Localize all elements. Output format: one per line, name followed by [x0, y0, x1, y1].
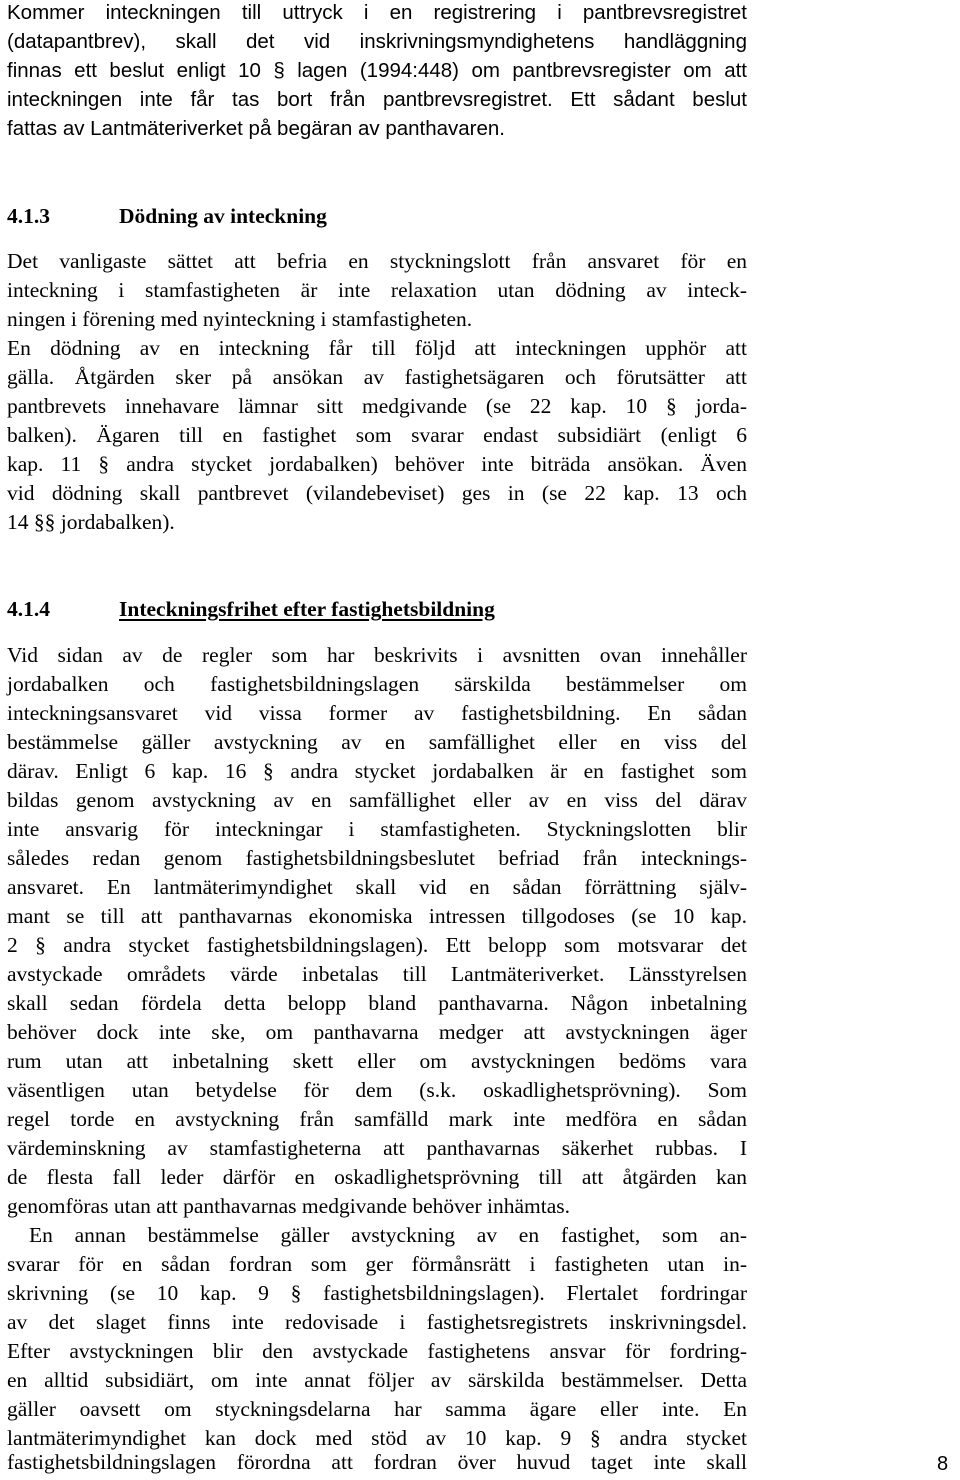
- body-line: kap. 11 § andra stycket jordabalken) behöver inte biträda ansökan. Även: [7, 452, 747, 476]
- body-line: ansvaret. En lantmäterimyndighet skall vid en sådan förrättning själv-: [7, 875, 747, 899]
- body-line: väsentligen utan betydelse för dem (s.k. oskadlighetsprövning). Som: [7, 1078, 747, 1102]
- body-line: En annan bestämmelse gäller avstyckning av en fastighet, som an-: [29, 1223, 747, 1247]
- body-line: jordabalken och fastighetsbildningslagen särskilda bestämmelser om: [7, 672, 747, 696]
- body-line: Det vanligaste sättet att befria en styckningslott från ansvaret för en: [7, 249, 747, 273]
- body-line: värdeminskning av stamfastigheterna att panthavarnas säkerhet rubbas. I: [7, 1136, 747, 1160]
- section-title: Dödning av inteckning: [119, 204, 327, 228]
- body-line: skrivning (se 10 kap. 9 § fastighetsbildningslagen). Flertalet fordringar: [7, 1281, 747, 1305]
- body-line: regel torde en avstyckning från samfälld mark inte medföra en sådan: [7, 1107, 747, 1131]
- body-line: genomföras utan att panthavarnas medgivande behöver inhämtas.: [7, 1194, 570, 1218]
- body-line: bestämmelse gäller avstyckning av en samfällighet eller en viss del: [7, 730, 747, 754]
- body-line: pantbrevets innehavare lämnar sitt medgivande (se 22 kap. 10 § jorda-: [7, 394, 747, 418]
- intro-line: inteckningen inte får tas bort från pantbrevsregistret. Ett sådant beslut: [7, 88, 747, 111]
- section-heading-413: [7, 202, 327, 231]
- body-line: vid dödning skall pantbrevet (vilandebeviset) ges in (se 22 kap. 13 och: [7, 481, 747, 505]
- page-number: 8: [937, 1453, 949, 1475]
- body-line: mant se till att panthavarnas ekonomiska intressen tillgodoses (se 10 kap.: [7, 904, 747, 928]
- body-line: 14 §§ jordabalken).: [7, 510, 175, 534]
- body-line: de flesta fall leder därför en oskadlighetsprövning till att åtgärden kan: [7, 1165, 747, 1189]
- body-line: lantmäterimyndighet kan dock med stöd av 10 kap. 9 § andra stycket: [7, 1426, 747, 1450]
- body-line: skall sedan fördela detta belopp bland panthavarna. Någon inbetalning: [7, 991, 747, 1015]
- intro-line: finnas ett beslut enligt 10 § lagen (1994:448) om pantbrevsregister om att: [7, 59, 747, 82]
- section-number: 4.1.4: [7, 597, 50, 621]
- body-line: Efter avstyckningen blir den avstyckade fastighetens ansvar för fordring-: [7, 1339, 747, 1363]
- section-heading-414: [7, 595, 495, 624]
- body-line: rum utan att inbetalning skett eller om avstyckningen bedöms vara: [7, 1049, 747, 1073]
- body-line: således redan genom fastighetsbildningsbeslutet befriad från intecknings-: [7, 846, 747, 870]
- body-line: 2 § andra stycket fastighetsbildningslagen). Ett belopp som motsvarar det: [7, 933, 747, 957]
- body-line: ningen i förening med nyinteckning i stamfastigheten.: [7, 307, 473, 331]
- body-line: Vid sidan av de regler som har beskrivits i avsnitten ovan innehåller: [7, 643, 747, 667]
- body-line: därav. Enligt 6 kap. 16 § andra stycket jordabalken är en fastighet som: [7, 759, 747, 783]
- body-line: gäller oavsett om styckningsdelarna har samma ägare eller inte. En: [7, 1397, 747, 1421]
- body-line: avstyckade områdets värde inbetalas till Lantmäteriverket. Länsstyrelsen: [7, 962, 747, 986]
- section-title: Inteckningsfrihet efter fastighetsbildning: [119, 597, 495, 621]
- body-line: en alltid subsidiärt, om inte annat följer av särskilda bestämmelser. Detta: [7, 1368, 747, 1392]
- body-line: inteckning i stamfastigheten är inte relaxation utan dödning av inteck-: [7, 278, 747, 302]
- body-line: behöver dock inte ske, om panthavarna medger att avstyckningen äger: [7, 1020, 747, 1044]
- body-line: bildas genom avstyckning av en samfällighet eller av en viss del därav: [7, 788, 747, 812]
- body-line: gälla. Åtgärden sker på ansökan av fastighetsägaren och förutsätter att: [7, 365, 747, 389]
- body-line: inteckningsansvaret vid vissa former av fastighetsbildning. En sådan: [7, 701, 747, 725]
- body-line: balken). Ägaren till en fastighet som svarar endast subsidiärt (enligt 6: [7, 423, 747, 447]
- intro-line: (datapantbrev), skall det vid inskrivningsmyndighetens handläggning: [7, 30, 747, 53]
- body-line: svarar för en sådan fordran som ger förmånsrätt i fastigheten utan in-: [7, 1252, 747, 1276]
- section-number: 4.1.3: [7, 204, 50, 228]
- body-line: inte ansvarig för inteckningar i stamfastigheten. Styckningslotten blir: [7, 817, 747, 841]
- body-line: av det slaget finns inte redovisade i fastighetsregistrets inskrivningsdel.: [7, 1310, 747, 1334]
- intro-line: fattas av Lantmäteriverket på begäran av panthavaren.: [7, 117, 506, 140]
- intro-line: Kommer inteckningen till uttryck i en registrering i pantbrevsregistret: [7, 1, 747, 24]
- body-line: fastighetsbildningslagen förordna att fordran över huvud taget inte skall: [7, 1450, 747, 1474]
- body-line: En dödning av en inteckning får till följd att inteckningen upphör att: [7, 336, 747, 360]
